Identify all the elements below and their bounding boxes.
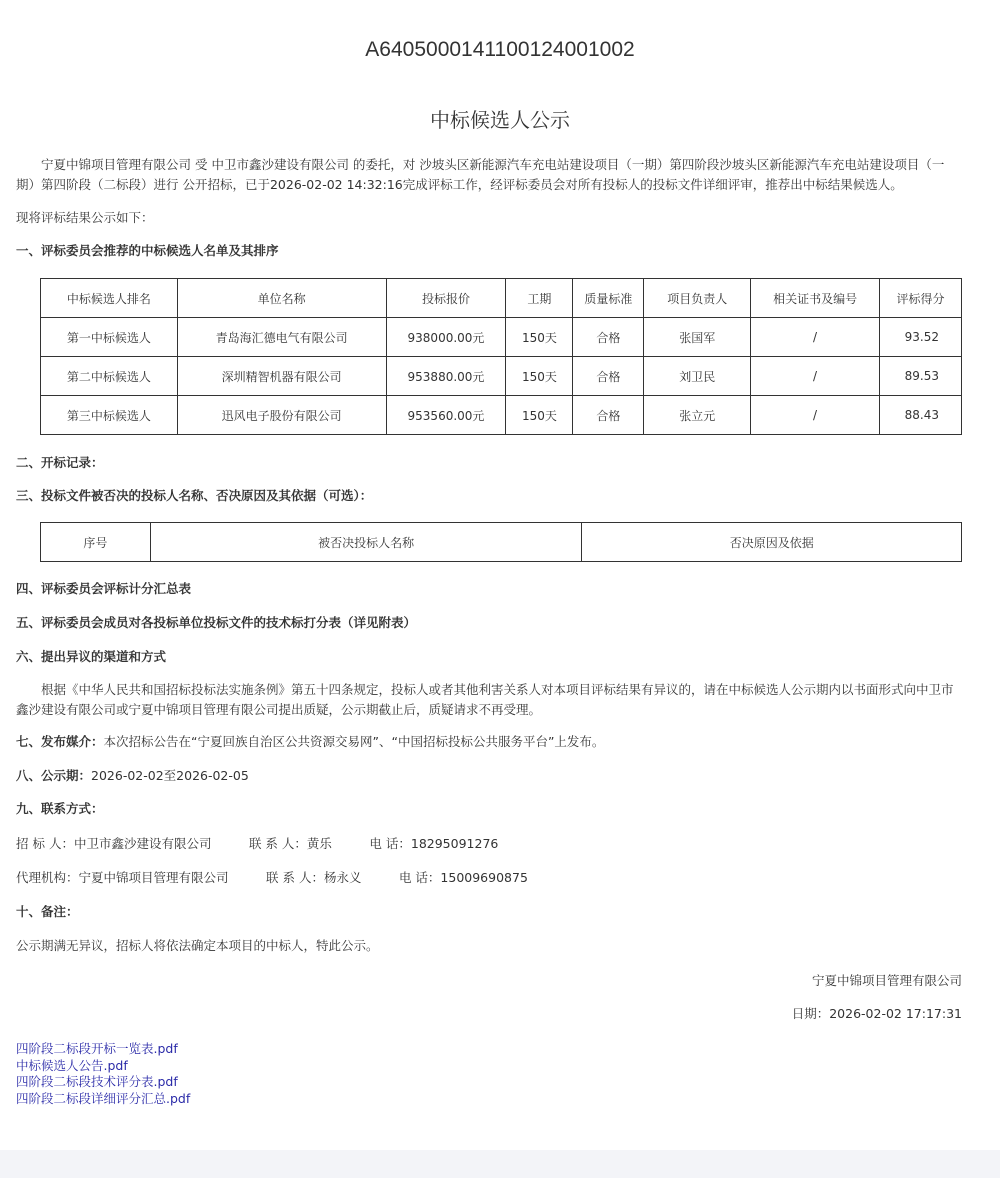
table-row [41,357,962,396]
remarks-text: 公示期满无异议，招标人将依法确定本项目的中标人，特此公示。 [16,938,379,953]
cell: 刘卫民 [644,357,751,396]
cell: 青岛海汇德电气有限公司 [177,318,386,357]
table-header-row [41,523,962,562]
contact-agency: 代理机构：宁夏中锦项目管理有限公司 联 系 人：杨永义 电 话：15009690875 [16,870,528,885]
cell: 938000.00元 [386,318,506,357]
section-3-heading: 三、投标文件被否决的投标人名称、否决原因及其依据（可选）： [16,488,373,503]
header-cell: 工期 [506,279,573,318]
cell: 150天 [506,318,573,357]
cell: 张国军 [644,318,751,357]
cell: 89.53 [879,357,961,396]
cell: 深圳精智机器有限公司 [177,357,386,396]
header-cell: 项目负责人 [644,279,751,318]
section-2-heading: 二、开标记录： [16,455,104,470]
intro-line: 现将评标结果公示如下： [16,210,154,225]
section-8 [16,766,962,786]
cell: 合格 [573,396,644,435]
section-10-heading: 十、备注： [16,904,79,919]
section-5-heading: 五、评标委员会成员对各投标单位投标文件的技术标打分表（详见附表） [16,615,417,630]
cell: 88.43 [879,396,961,435]
cell: 第二中标候选人 [41,357,178,396]
cell: / [751,318,880,357]
attachment-link[interactable]: 四阶段二标段开标一览表.pdf [16,1041,178,1056]
header-cell: 质量标准 [573,279,644,318]
contact-tenderer: 招 标 人：中卫市鑫沙建设有限公司 联 系 人：黄乐 电 话：18295091276 [16,836,499,851]
issuer-company: 宁夏中锦项目管理有限公司 [811,973,962,988]
cell: 93.52 [879,318,961,357]
footer-band [0,1150,1000,1178]
page-title: 中标候选人公示 [430,108,570,132]
cell: / [751,396,880,435]
header-cell: 否决原因及依据 [582,523,962,562]
candidates-table [40,278,962,435]
section-6-heading: 六、提出异议的渠道和方式 [16,649,167,664]
header-cell: 相关证书及编号 [751,279,880,318]
table-header-row [41,279,962,318]
cell: 第三中标候选人 [41,396,178,435]
cell: 合格 [573,318,644,357]
cell: 迅风电子股份有限公司 [177,396,386,435]
header-cell: 被否决投标人名称 [150,523,582,562]
cell: 合格 [573,357,644,396]
header-cell: 单位名称 [177,279,386,318]
project-code: A6405000141100124001002 [365,38,635,61]
table-row [41,318,962,357]
header-cell: 序号 [41,523,151,562]
section-7-label: 七、发布媒介： [16,734,104,749]
section-9-heading: 九、联系方式： [16,801,104,816]
section-7-text: 本次招标公告在“宁夏回族自治区公共资源交易网”、“中国招标投标公共服务平台”上发布。 [103,734,605,749]
cell: 953880.00元 [386,357,506,396]
table-row [41,396,962,435]
section-1-heading: 一、评标委员会推荐的中标候选人名单及其排序 [16,243,279,258]
header-cell: 评标得分 [879,279,961,318]
header-cell: 中标候选人排名 [41,279,178,318]
attachment-link[interactable]: 四阶段二标段详细评分汇总.pdf [16,1090,191,1106]
header-cell: 投标报价 [386,279,506,318]
section-4-heading: 四、评标委员会评标计分汇总表 [16,581,192,596]
objection-paragraph: 根据《中华人民共和国招标投标法实施条例》第五十四条规定，投标人或者其他利害关系人对本项目评标结果有异议的，请在中标候选人公示期内以书面形式向中卫市鑫沙建设有限公司或宁夏中锦项目管理有限公司提出质疑，公示期截止后，质疑请求不再受理。 [16,682,954,717]
cell: 150天 [506,357,573,396]
cell: 150天 [506,396,573,435]
attachment-link[interactable]: 四阶段二标段技术评分表.pdf [16,1074,178,1089]
rejected-bidders-table [40,522,962,562]
attachments-list [16,1041,962,1107]
intro-paragraph: 宁夏中锦项目管理有限公司 受 中卫市鑫沙建设有限公司 的委托，对 沙坡头区新能源汽车充电站建设项目（一期）第四阶段沙坡头区新能源汽车充电站建设项目（一期）第四阶段（二标段）进行 公开招标，已于2026-02-02 14:32:16完成评标工作，经评标委员会对所有投标人的投标文件详细评审，推荐出中标结果候选人。 [16,157,945,192]
cell: / [751,357,880,396]
section-8-text: 2026-02-02至2026-02-05 [91,768,249,783]
issue-date: 日期：2026-02-02 17:17:31 [791,1006,962,1021]
cell: 第一中标候选人 [41,318,178,357]
attachment-link[interactable]: 中标候选人公告.pdf [16,1057,128,1073]
cell: 张立元 [644,396,751,435]
cell: 953560.00元 [386,396,506,435]
section-7 [16,732,962,752]
section-8-label: 八、公示期： [16,768,92,783]
